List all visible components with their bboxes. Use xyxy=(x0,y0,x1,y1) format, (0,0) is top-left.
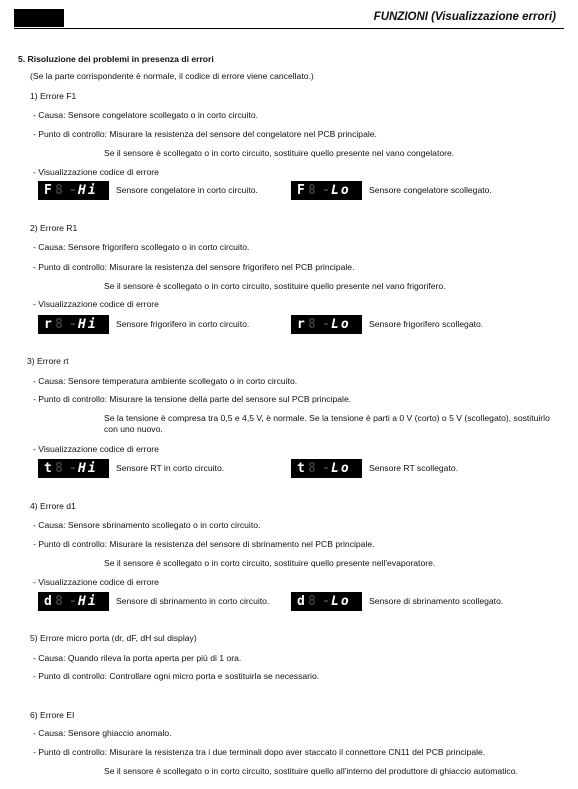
error-r1-lcd-short xyxy=(38,315,109,334)
error-d1-caption-open: Sensore di sbrinamento scollegato. xyxy=(369,596,504,606)
error-f1-check: - Punto di controllo: Misurare la resistenza del sensore del congelatore nel PCB principale. xyxy=(33,129,377,139)
error-ei-cause: - Causa: Sensore ghiaccio anomalo. xyxy=(33,728,172,738)
error-rt-title: 3) Errore rt xyxy=(27,356,69,366)
error-d1-check-detail: Se il sensore è scollegato o in corto circuito, sostituire quello presente nell'evaporatore. xyxy=(104,558,436,568)
error-rt-caption-open: Sensore RT scollegato. xyxy=(369,463,459,473)
error-ei-title: 6) Errore EI xyxy=(30,710,75,720)
lcd-char: Lo xyxy=(331,594,351,609)
error-ei-check-detail: Se il sensore è scollegato o in corto circuito, sostituire quello all'interno del produttore di ghiaccio automatico. xyxy=(104,766,518,776)
error-r1-title: 2) Errore R1 xyxy=(30,223,78,233)
error-r1-caption-short: Sensore frigorifero in corto circuito. xyxy=(116,319,250,329)
section-heading: 5. Risoluzione dei problemi in presenza di errori xyxy=(18,54,214,64)
error-door-check: - Punto di controllo: Controllare ogni micro porta e sostituirla se necessario. xyxy=(33,671,320,681)
lcd-char: 8 xyxy=(308,317,316,332)
error-r1-lcd-open xyxy=(291,315,362,334)
error-d1-caption-short: Sensore di sbrinamento in corto circuito. xyxy=(116,596,270,606)
error-d1-display-label: - Visualizzazione codice di errore xyxy=(33,577,159,587)
section-note: (Se la parte corrispondente è normale, il codice di errore viene cancellato.) xyxy=(30,71,314,81)
error-f1-caption-open: Sensore congelatore scollegato. xyxy=(369,185,492,195)
lcd-char: r xyxy=(44,317,52,332)
error-f1-lcd-open xyxy=(291,181,362,200)
error-f1-check-detail: Se il sensore è scollegato o in corto circuito, sostituire quello presente nel vano congelatore. xyxy=(104,148,455,158)
lcd-char: - xyxy=(69,183,77,198)
lcd-char: - xyxy=(69,594,77,609)
lcd-char: 8 xyxy=(55,317,63,332)
lcd-char: - xyxy=(322,594,330,609)
lcd-char: t xyxy=(44,461,52,476)
lcd-char: r xyxy=(297,317,305,332)
error-rt-lcd-short xyxy=(38,459,109,478)
error-rt-check: - Punto di controllo: Misurare la tensione della parte del sensore sul PCB principale. xyxy=(33,394,352,404)
lcd-char: - xyxy=(322,461,330,476)
page-header-title: FUNZIONI (Visualizzazione errori) xyxy=(373,11,556,23)
error-d1-title: 4) Errore d1 xyxy=(30,501,76,511)
header-rule xyxy=(14,28,564,29)
error-f1-cause: - Causa: Sensore congelatore scollegato o in corto circuito. xyxy=(33,110,258,120)
error-rt-lcd-open xyxy=(291,459,362,478)
lcd-char: 8 xyxy=(308,183,316,198)
lcd-char: - xyxy=(69,317,77,332)
lcd-char: d xyxy=(297,594,305,609)
lcd-char: F xyxy=(297,183,305,198)
error-f1-display-label: - Visualizzazione codice di errore xyxy=(33,167,159,177)
lcd-char: Lo xyxy=(331,183,351,198)
error-r1-cause: - Causa: Sensore frigorifero scollegato o in corto circuito. xyxy=(33,242,250,252)
error-r1-display-label: - Visualizzazione codice di errore xyxy=(33,299,159,309)
error-d1-cause: - Causa: Sensore sbrinamento scollegato o in corto circuito. xyxy=(33,520,261,530)
lcd-char: - xyxy=(322,183,330,198)
header-black-block xyxy=(14,9,64,27)
error-f1-title: 1) Errore F1 xyxy=(30,91,77,101)
lcd-char: 8 xyxy=(55,594,63,609)
error-d1-lcd-open xyxy=(291,592,362,611)
lcd-char: 8 xyxy=(308,461,316,476)
lcd-char: 8 xyxy=(55,461,63,476)
lcd-char: - xyxy=(322,317,330,332)
error-rt-cause: - Causa: Sensore temperatura ambiente scollegato o in corto circuito. xyxy=(33,376,298,386)
lcd-char: 8 xyxy=(55,183,63,198)
lcd-char: Hi xyxy=(78,461,98,476)
error-r1-caption-open: Sensore frigorifero scollegato. xyxy=(369,319,484,329)
error-rt-display-label: - Visualizzazione codice di errore xyxy=(33,444,159,454)
lcd-char: t xyxy=(297,461,305,476)
error-door-title: 5) Errore micro porta (dr, dF, dH sul display) xyxy=(30,633,197,643)
error-door-cause: - Causa: Quando rileva la porta aperta per più di 1 ora. xyxy=(33,653,242,663)
lcd-char: Hi xyxy=(78,317,98,332)
lcd-char: F xyxy=(44,183,52,198)
error-rt-check-detail: Se la tensione è compresa tra 0,5 e 4,5 V, è normale. Se la tensione è parti a 0 V (corto) o 5 V (scollegato), sostituirlo con uno nuovo. xyxy=(104,413,550,434)
lcd-char: Hi xyxy=(78,183,98,198)
error-f1-caption-short: Sensore congelatore in corto circuito. xyxy=(116,185,258,195)
error-r1-check-detail: Se il sensore è scollegato o in corto circuito, sostituire quello presente nel vano frigorifero. xyxy=(104,281,446,291)
lcd-char: d xyxy=(44,594,52,609)
lcd-char: Lo xyxy=(331,461,351,476)
lcd-char: Hi xyxy=(78,594,98,609)
error-rt-caption-short: Sensore RT in corto circuito. xyxy=(116,463,225,473)
lcd-char: 8 xyxy=(308,594,316,609)
error-f1-lcd-short xyxy=(38,181,109,200)
lcd-char: Lo xyxy=(331,317,351,332)
error-ei-check: - Punto di controllo: Misurare la resistenza tra i due terminali dopo aver staccato il connettore CN11 del PCB principale. xyxy=(33,747,486,757)
error-d1-check: - Punto di controllo: Misurare la resistenza del sensore di sbrinamento nel PCB principale. xyxy=(33,539,375,549)
lcd-char: - xyxy=(69,461,77,476)
error-d1-lcd-short xyxy=(38,592,109,611)
error-r1-check: - Punto di controllo: Misurare la resistenza del sensore frigorifero nel PCB principale. xyxy=(33,262,355,272)
